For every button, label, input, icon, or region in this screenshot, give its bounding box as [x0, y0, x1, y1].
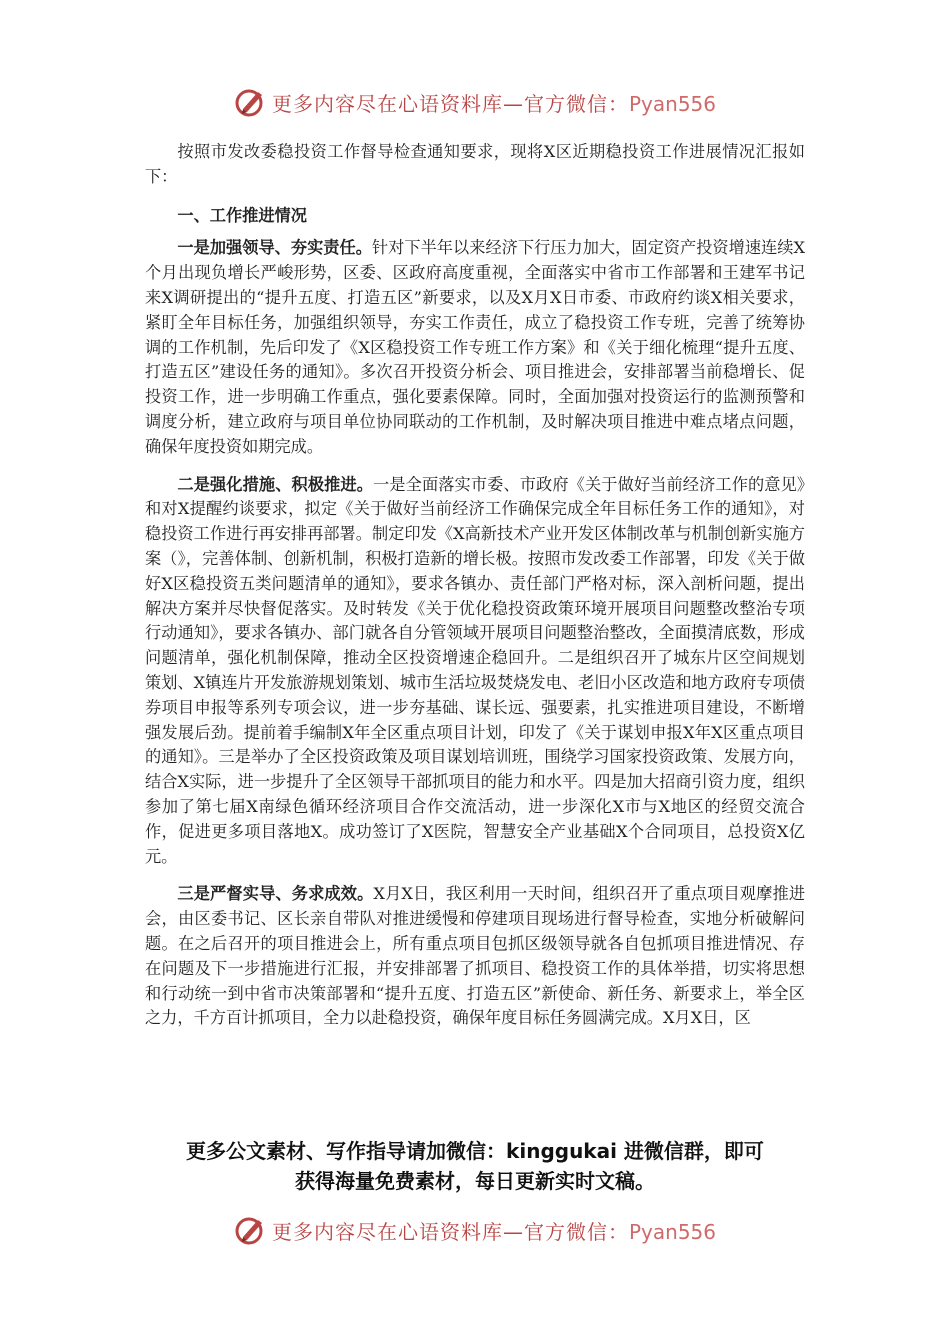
paragraph-3-lead: 三是严督实导、务求成效。 — [177, 884, 374, 904]
paragraph-3 — [145, 882, 805, 1031]
watermark-text: 更多内容尽在心语资料库—官方微信：Pyan556 — [271, 1219, 716, 1244]
document-body — [145, 140, 805, 1031]
promo-line-1: 更多公文素材、写作指导请加微信：kinggukai 进微信群，即可 — [186, 1139, 764, 1163]
watermark-text: 更多内容尽在心语资料库—官方微信：Pyan556 — [271, 91, 716, 116]
section-heading: 一、工作推进情况 — [177, 205, 307, 225]
pen-circle-logo-icon — [234, 1213, 268, 1247]
watermark-wechat-id: Pyan556 — [628, 1219, 716, 1244]
watermark-wechat-id: Pyan556 — [628, 91, 716, 116]
paragraph-3-body: X月X日，我区利用一天时间，组织召开了重点项目观摩推进会，由区委书记、区长亲自带队对推进缓慢和停建项目现场进行督导检查，实地分析破解问题。在之后召开的项目推进会上，所有重点项目包抓区级领导就各自包抓项目推进情况、存在问题及下一步措施进行汇报，并安排部署了抓项目、稳投资工作的具体举措，切实将思想和行动统一到中省市决策部署和“提升五度、打造五区”新使命、新任务、新要求上，举全区之力，千方百计抓项目，全力以赴稳投资，确保年度目标任务圆满完成。X月X日，区 — [145, 884, 806, 1028]
paragraph-1-body: 针对下半年以来经济下行压力加大，固定资产投资增速连续X个月出现负增长严峻形势，区委、区政府高度重视，全面落实中省市工作部署和王建军书记来X调研提出的“提升五度、打造五区”新要求，以及X月X日市委、市政府约谈X相关要求，紧盯全年目标任务，加强组织领导，夯实工作责任，成立了稳投资工作专班，完善了统筹协调的工作机制，先后印发了《X区稳投资工作专班工作方案》和《关于细化梳理“提升五度、打造五区”建设任务的通知》。多次召开投资分析会、项目推进会，安排部署当前稳增长、促投资工作，进一步明确工作重点，强化要素保障。同时，全面加强对投资运行的监测预警和调度分析，建立政府与项目单位协同联动的工作机制，及时解决项目推进中难点堵点问题，确保年度投资如期完成。 — [145, 238, 806, 456]
intro-paragraph: 按照市发改委稳投资工作督导检查通知要求，现将X区近期稳投资工作进展情况汇报如下： — [145, 142, 805, 186]
watermark-footer — [0, 1208, 950, 1252]
paragraph-1-lead: 一是加强领导、夯实责任。 — [177, 238, 372, 258]
pen-circle-logo-icon — [234, 85, 268, 119]
paragraph-2-lead: 二是强化措施、积极推进。 — [177, 474, 374, 494]
promo-line-2: 获得海量免费素材，每日更新实时文稿。 — [295, 1169, 655, 1193]
paragraph-1 — [145, 236, 805, 459]
paragraph-2 — [145, 473, 805, 870]
promo-banner — [0, 1136, 950, 1196]
paragraph-2-body: 一是全面落实市委、市政府《关于做好当前经济工作的意见》和对X提醒约谈要求，拟定《关于做好当前经济工作确保完成全年目标任务工作的通知》，对稳投资工作进行再安排再部署。制定印发《X高新技术产业开发区体制改革与机制创新实施方案（》，完善体制、创新机制，积极打造新的增长极。按照市发改委工作部署，印发《关于做好X区稳投资五类问题清单的通知》，要求各镇办、责任部门严格对标，深入剖析问题，提出解决方案并尽快督促落实。及时转发《关于优化稳投资政策环境开展项目问题整改整治专项行动通知》，要求各镇办、部门就各自分管领域开展项目问题整治整改，全面摸清底数，形成问题清单，强化机制保障，推动全区投资增速企稳回升。二是组织召开了城东片区空间规划策划、X镇连片开发旅游规划策划、城市生活垃圾焚烧发电、老旧小区改造和地方政府专项债券项目申报等系列专项会议，进一步夯基础、谋长远、强要素，扎实推进项目建设，不断增强发展后劲。提前着手编制X年全区重点项目计划，印发了《关于谋划申报X年X区重点项目的通知》。三是举办了全区投资政策及项目谋划培训班，围绕学习国家投资政策、发展方向，结合X实际，进一步提升了全区领导干部抓项目的能力和水平。四是加大招商引资力度，组织参加了第七届X南绿色循环经济项目合作交流活动，进一步深化X市与X地区的经贸交流合作，促进更多项目落地X。成功签订了X医院，智慧安全产业基础X个合同项目，总投资X亿元。 — [145, 474, 805, 866]
watermark-header — [0, 80, 950, 124]
